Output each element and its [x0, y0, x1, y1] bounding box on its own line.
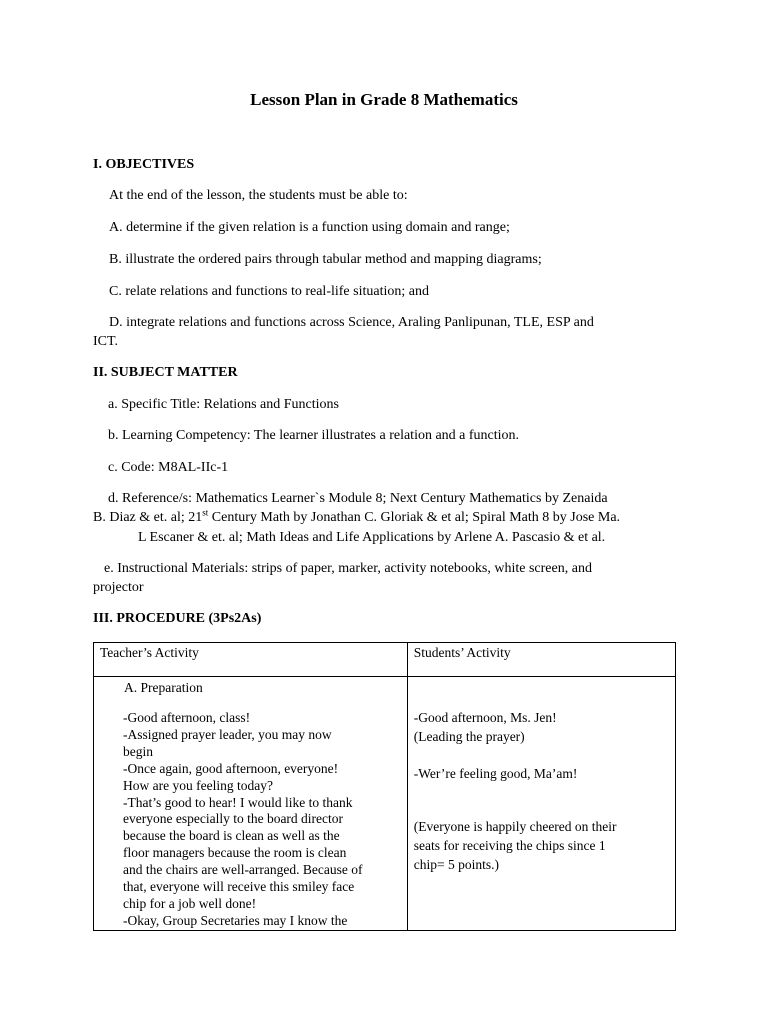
teacher-line: -Good afternoon, class!: [123, 710, 251, 725]
learning-competency: b. Learning Competency: The learner illustrates a relation and a function.: [108, 428, 520, 443]
teacher-line: because the board is clean as well as the: [123, 828, 340, 844]
teacher-line: -Once again, good afternoon, everyone!: [123, 760, 339, 776]
teacher-line: begin: [123, 743, 153, 759]
objective-item-a: A. determine if the given relation is a function using domain and range;: [109, 220, 510, 235]
student-line: seats for receiving the chips since 1: [413, 838, 606, 853]
objective-item-b: B. illustrate the ordered pairs through tabular method and mapping diagrams;: [109, 252, 542, 267]
students-activity-header: Students’ Activity: [407, 643, 675, 677]
teacher-lines: [94, 696, 407, 930]
procedure-table: [93, 642, 676, 931]
students-activity-cell: [407, 677, 675, 931]
teacher-line: -Assigned prayer leader, you may now: [123, 726, 332, 742]
specific-title: a. Specific Title: Relations and Functions: [108, 397, 339, 412]
objective-item-c: C. relate relations and functions to real-life situation; and: [109, 284, 429, 299]
preparation-label: A. Preparation: [124, 680, 203, 695]
teacher-activity-cell: [94, 677, 408, 931]
teacher-activity-header: Teacher’s Activity: [94, 643, 408, 677]
teacher-line: -That’s good to hear! I would like to thank: [123, 794, 353, 810]
objective-item-d-cont: ICT.: [93, 334, 119, 349]
lesson-code: c. Code: M8AL-IIc-1: [108, 460, 229, 475]
teacher-line: -Okay, Group Secretaries may I know the: [123, 912, 348, 928]
document-title: Lesson Plan in Grade 8 Mathematics: [250, 90, 518, 109]
objective-item-d: D. integrate relations and functions across Science, Araling Panlipunan, TLE, ESP and: [109, 315, 594, 330]
materials-line-1: e. Instructional Materials: strips of paper, marker, activity notebooks, white screen, and: [104, 561, 592, 576]
teacher-line: chip for a job well done!: [123, 895, 257, 911]
students-lines: [408, 677, 675, 874]
teacher-line: that, everyone will receive this smiley face: [123, 879, 355, 895]
procedure-heading: III. PROCEDURE (3Ps2As): [93, 611, 262, 626]
references-line-3: L Escaner & et. al; Math Ideas and Life Applications by Arlene A. Pascasio & et al.: [138, 530, 606, 545]
student-line: chip= 5 points.): [413, 857, 499, 872]
objectives-intro: At the end of the lesson, the students must be able to:: [109, 188, 408, 203]
teacher-line: everyone especially to the board director: [123, 811, 344, 827]
student-line: -Good afternoon, Ms. Jen!: [413, 710, 557, 725]
student-line: (Everyone is happily cheered on their: [413, 819, 617, 834]
table-header-row: [94, 643, 676, 677]
student-line: -Wer’re feeling good, Ma’am!: [413, 766, 578, 781]
materials-line-2: projector: [93, 580, 144, 595]
teacher-line: How are you feeling today?: [123, 777, 273, 793]
student-line: (Leading the prayer): [413, 729, 525, 744]
references-line-2: B. Diaz & et. al; 21st Century Math by Jonathan C. Gloriak & et al; Spiral Math 8 by Jose Ma.: [93, 507, 621, 525]
teacher-line: floor managers because the room is clean: [123, 845, 347, 861]
subject-matter-heading: II. SUBJECT MATTER: [93, 365, 238, 380]
table-row: [94, 677, 676, 931]
objectives-heading: I. OBJECTIVES: [93, 157, 195, 172]
references-line-1: d. Reference/s: Mathematics Learner`s Module 8; Next Century Mathematics by Zenaida: [108, 491, 608, 506]
teacher-line: and the chairs are well-arranged. Because of: [123, 862, 363, 878]
